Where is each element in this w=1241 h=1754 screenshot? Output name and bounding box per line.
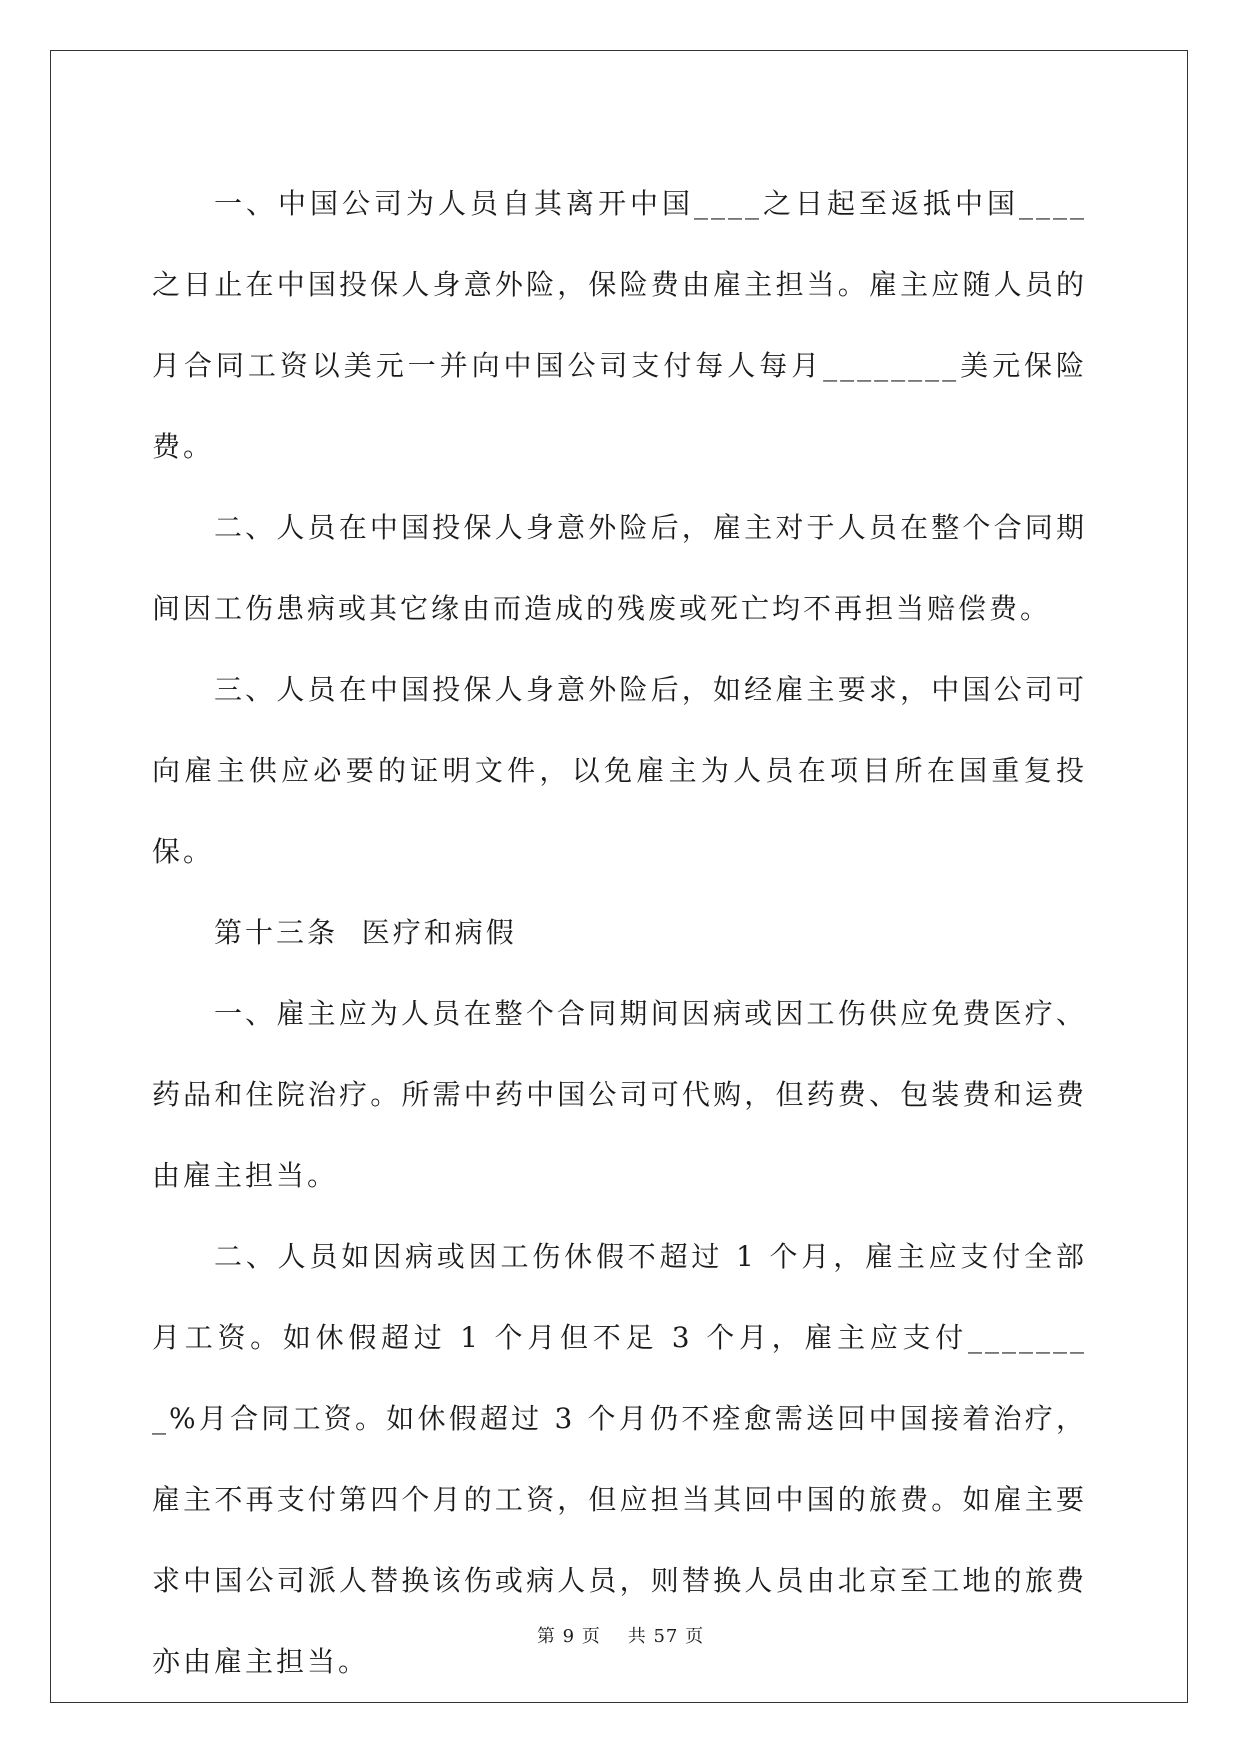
- paragraph-insurance-3: 三、人员在中国投保人身意外险后，如经雇主要求，中国公司可向雇主供应必要的证明文件，以免雇主为人员在项目所在国重复投保。: [152, 673, 1087, 868]
- page-number: 第 9 页: [536, 1626, 601, 1647]
- paragraph-insurance-2: 二、人员在中国投保人身意外险后，雇主对于人员在整个合同期间因工伤患病或其它缘由而造成的残废或死亡均不再担当赔偿费。: [152, 511, 1087, 625]
- document-body: [152, 163, 1087, 1702]
- paragraph-medical-2: 二、人员如因病或因工伤休假不超过 1 个月，雇主应支付全部月工资。如休假超过 1 个月但不足 3 个月，雇主应支付________%月合同工资。如休假超过 3 个月仍不痊愈需送回中国接着治疗，雇主不再支付第四个月的工资，但应担当其回中国的旅费。如雇主要求中国公司派人替换该伤或病人员，则替换人员由北京至工地的旅费亦由雇主担当。: [152, 1240, 1087, 1678]
- page-total: 共 57 页: [627, 1626, 705, 1647]
- paragraph-medical-1: 一、雇主应为人员在整个合同期间因病或因工伤供应免费医疗、药品和住院治疗。所需中药中国公司可代购，但药费、包装费和运费由雇主担当。: [152, 997, 1087, 1192]
- article-heading: 第十三条 医疗和病假: [214, 916, 517, 949]
- page-footer: [0, 1622, 1241, 1648]
- paragraph-insurance-1: 一、中国公司为人员自其离开中国____之日起至返抵中国____之日止在中国投保人身意外险，保险费由雇主担当。雇主应随人员的月合同工资以美元一并向中国公司支付每人每月________美元保险费。: [152, 187, 1087, 463]
